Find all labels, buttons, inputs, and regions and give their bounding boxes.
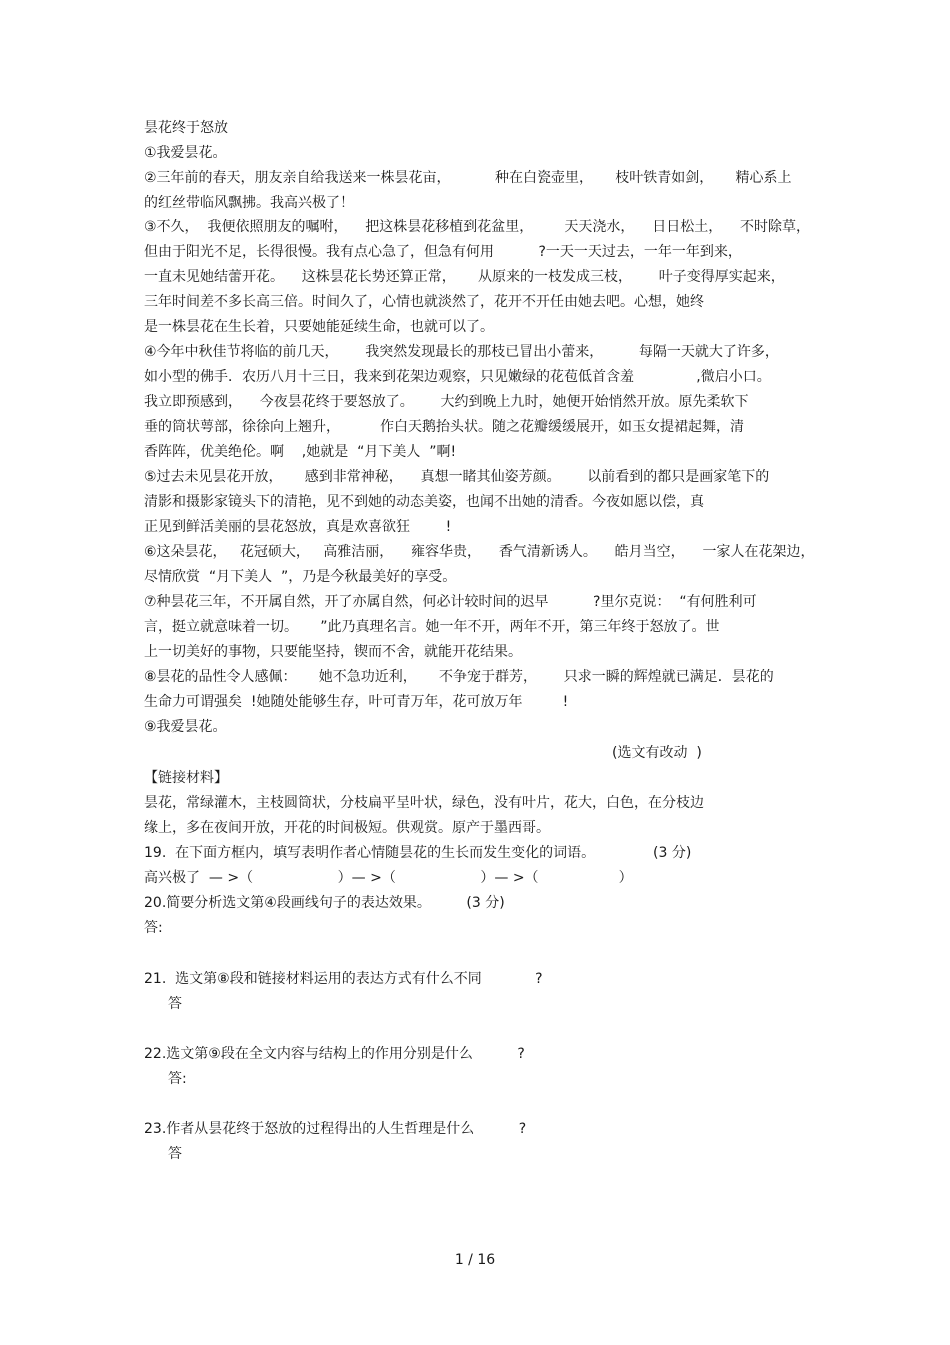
paragraph-line: ②三年前的春天，朋友亲自给我送来一株昙花亩， 种在白瓷壶里， 枝叶铁青如剑， 精心系上 <box>144 170 792 186</box>
question-19: 19. 在下面方框内，填写表明作者心情随昙花的生长而发生变化的词语。 (3 分) <box>144 845 692 861</box>
paragraph-line: ④今年中秋佳节将临的前几天， 我突然发现最长的那枝已冒出小蕾来， 每隔一天就大了许多， <box>144 344 779 360</box>
paragraph-line: 清影和摄影家镜头下的清艳，见不到她的动态美姿，也闻不出她的清香。今夜如愿以偿，真 <box>144 494 704 510</box>
source-note: (选文有改动 ) <box>612 745 702 761</box>
paragraph-line: 但由于阳光不足，长得很慢。我有点心急了，但急有何用 ?一天一天过去，一年一年到来， <box>144 244 742 260</box>
question-20: 20.简要分析选文第④段画线句子的表达效果。 (3 分) <box>144 895 505 911</box>
paragraph-line: ⑨我爱昙花。 <box>144 719 227 735</box>
link-material-line: 缘上，多在夜间开放，开花的时间极短。供观赏。原产于墨西哥。 <box>144 820 550 836</box>
paragraph-line: 我立即预感到， 今夜昙花终于要怒放了。 大约到晚上九时，她便开始悄然开放。原先柔软下 <box>144 394 749 410</box>
paragraph-line: 如小型的佛手．农历八月十三日，我来到花架边观察，只见嫩绿的花苞低首含羞 ,微启小口。 <box>144 369 771 385</box>
paragraph-line: 是一株昙花在生长着，只要她能延续生命，也就可以了。 <box>144 319 494 335</box>
question-23: 23.作者从昙花终于怒放的过程得出的人生哲理是什么 ? <box>144 1121 527 1137</box>
paragraph-line: 的红丝带临风飘拂。我高兴极了！ <box>144 195 354 211</box>
paragraph-line: ⑤过去未见昙花开放， 感到非常神秘， 真想一睹其仙姿芳颜。 以前看到的都只是画家笔下的 <box>144 469 770 485</box>
paragraph-line: ⑦种昙花三年，不开属自然，开了亦属自然，何必计较时间的迟早 ?里尔克说： “有何胜利可 <box>144 594 757 610</box>
paragraph-line: 垂的筒状萼部，徐徐向上翘升， 作白天鹅抬头状。随之花瓣缓缓展开，如玉女提裙起舞，清 <box>144 419 745 435</box>
paragraph-line: ①我爱昙花。 <box>144 145 227 161</box>
link-material-heading: 【链接材料】 <box>144 770 228 786</box>
paragraph-line: 正见到鲜活美丽的昙花怒放，真是欢喜欲狂 ! <box>144 519 452 535</box>
question-21-answer: 答 <box>168 996 182 1012</box>
paragraph-line: ③不久， 我便依照朋友的嘱咐， 把这株昙花移植到花盆里， 天天浇水， 日日松土， 不时除草， <box>144 219 811 235</box>
paragraph-line: 尽情欣赏 “月下美人 ”，乃是今秋最美好的享受。 <box>144 569 457 585</box>
question-22-answer: 答: <box>168 1071 187 1087</box>
paragraph-line: ⑥这朵昙花， 花冠硕大， 高雅洁丽， 雍容华贵， 香气清新诱人。 皓月当空， 一家人在花架边， <box>144 544 815 560</box>
paragraph-line: 言，挺立就意味着一切。 ”此乃真理名言。她一年不开，两年不开，第三年终于怒放了。世 <box>144 619 720 635</box>
paragraph-line: 上一切美好的事物，只要能坚持，锲而不舍，就能开花结果。 <box>144 644 522 660</box>
page-number: 1 / 16 <box>454 1252 496 1268</box>
paragraph-line: 香阵阵，优美绝伦。啊 ,她就是 “月下美人 ”啊! <box>144 444 457 460</box>
question-22: 22.选文第⑨段在全文内容与结构上的作用分别是什么 ? <box>144 1046 525 1062</box>
question-23-answer: 答 <box>168 1146 182 1162</box>
question-21: 21. 选文第⑧段和链接材料运用的表达方式有什么不同 ? <box>144 971 543 987</box>
article-title: 昙花终于怒放 <box>144 120 228 136</box>
paragraph-line: 三年时间差不多长高三倍。时间久了，心情也就淡然了，花开不开任由她去吧。心想，她终 <box>144 294 704 310</box>
link-material-line: 昙花，常绿灌木，主枝圆筒状，分枝扁平呈叶状，绿色，没有叶片，花大，白色，在分枝边 <box>144 795 704 811</box>
paragraph-line: ⑧昙花的品性令人感佩： 她不急功近利， 不争宠于群芳， 只求一瞬的辉煌就已满足．昙花的 <box>144 669 774 685</box>
question-20-answer: 答: <box>144 920 163 936</box>
paragraph-line: 一直未见她结蕾开花。 这株昙花长势还算正常， 从原来的一枝发成三枝， 叶子变得厚实起来， <box>144 269 785 285</box>
question-19-answer: 高兴极了 — >（ ）— >（ ）— >（ ） <box>144 870 633 886</box>
paragraph-line: 生命力可谓强矣 !她随处能够生存，叶可青万年，花可放万年 ! <box>144 694 569 710</box>
